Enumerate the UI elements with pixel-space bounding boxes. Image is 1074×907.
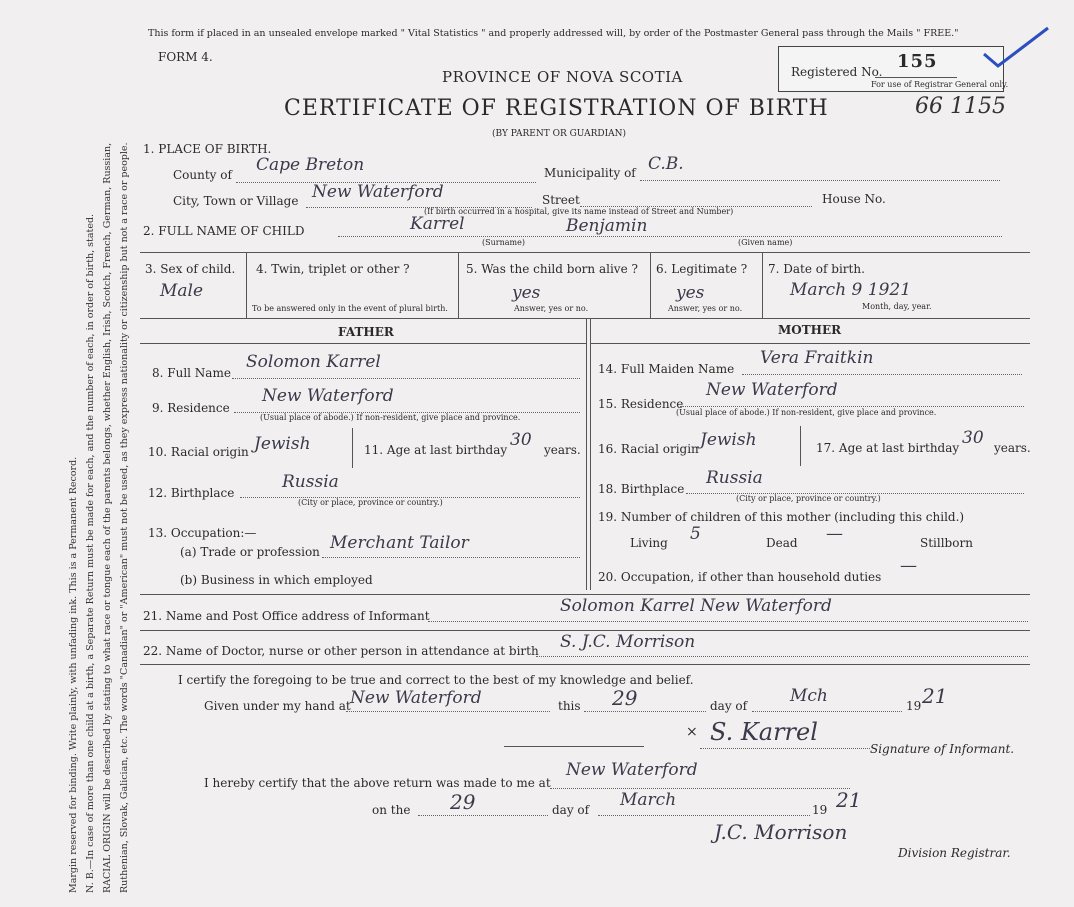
father-race: Jewish	[254, 434, 311, 454]
mother-years: years.	[994, 441, 1031, 455]
registration-box	[778, 46, 1009, 92]
given-name-note: (Given name)	[738, 238, 793, 247]
doctor-label: 22. Name of Doctor, nurse or other person in attendance at birth	[143, 644, 539, 658]
informant-mark: ×	[686, 724, 698, 740]
mother-occupation-label: 20. Occupation, if other than household duties	[598, 570, 882, 584]
year-prefix: 19	[906, 699, 922, 713]
mother-race-label: 16. Racial origin	[598, 442, 699, 456]
informant-signature-line	[700, 748, 870, 749]
parents-center-rule-2	[590, 318, 591, 590]
father-name: Solomon Karrel	[246, 352, 381, 372]
father-trade-line	[322, 557, 580, 558]
registrar-place-line	[550, 788, 850, 789]
mother-name-line	[742, 374, 1022, 375]
father-residence-note: (Usual place of abode.) If non-resident, give place and province.	[260, 413, 521, 422]
alive-note: Answer, yes or no.	[514, 304, 589, 313]
child-given-name: Benjamin	[566, 216, 648, 236]
registered-label: Registered No.	[791, 65, 883, 79]
margin-note-3: RACIAL ORIGIN will be described by stating to what race or tongue each of the parents belongs, whether English, Irish, Scotch, French, German, Russian,	[102, 142, 113, 893]
given-place-line	[346, 711, 550, 712]
house-label: House No.	[822, 192, 886, 206]
registrar-statement: I hereby certify that the above return was made to me at	[204, 776, 551, 790]
given-year: 21	[922, 684, 948, 708]
divider-1	[246, 252, 247, 318]
father-residence: New Waterford	[262, 386, 394, 406]
sex-value: Male	[160, 281, 204, 301]
parents-bottom-rule	[140, 594, 1030, 595]
informant-line	[428, 621, 1028, 622]
given-under-label: Given under my hand at	[204, 699, 351, 713]
dob-note: Month, day, year.	[862, 302, 932, 311]
margin-note-1: Margin reserved for binding. Write plainly, with unfading ink. This is a Permanent Record.	[68, 456, 79, 893]
registered-number: 155	[897, 51, 938, 72]
father-occupation-label: 13. Occupation:—	[148, 526, 257, 540]
mother-birthplace-label: 18. Birthplace	[598, 482, 685, 496]
document-title: CERTIFICATE OF REGISTRATION OF BIRTH	[284, 96, 829, 121]
father-birthplace-label: 12. Birthplace	[148, 486, 235, 500]
check-mark-icon	[982, 20, 1062, 80]
living-value: 5	[690, 524, 701, 544]
place-of-birth-heading: 1. PLACE OF BIRTH.	[143, 142, 272, 156]
given-day: 29	[612, 686, 638, 710]
alive-label: 5. Was the child born alive ?	[466, 262, 638, 276]
handwritten-reference: 66 1155	[915, 94, 1006, 119]
child-name-label: 2. FULL NAME OF CHILD	[143, 224, 305, 238]
municipality-line	[640, 180, 1000, 181]
father-name-line	[232, 378, 580, 379]
father-birthplace: Russia	[282, 472, 339, 492]
registrar-year-prefix: 19	[812, 803, 828, 817]
legitimate-value: yes	[676, 283, 705, 303]
father-birthplace-note: (City or place, province or country.)	[298, 498, 443, 507]
county-label: County of	[173, 168, 232, 182]
municipality-value: C.B.	[648, 154, 684, 174]
doctor-line	[536, 656, 1028, 657]
municipality-label: Municipality of	[544, 166, 636, 180]
stillborn-label: Stillborn	[920, 536, 973, 550]
dob-label: 7. Date of birth.	[768, 262, 865, 276]
mother-name: Vera Fraitkin	[760, 348, 874, 368]
informant-rule	[140, 630, 1030, 631]
margin-note-4: Ruthenian, Slovak, Galician, etc. The words "Canadian" or "American" must not be used, as they express nationality or citizenship but not a race or people.	[119, 142, 130, 893]
margin-note-2: N. B.—In case of more than one child at a birth, a Separate Return must be made for each, and the number of each, in order of birth, stated.	[85, 213, 96, 893]
dob-value: March 9 1921	[790, 280, 912, 300]
mother-race: Jewish	[700, 430, 757, 450]
province-title: PROVINCE OF NOVA SCOTIA	[442, 68, 683, 86]
parents-center-rule	[586, 318, 587, 590]
children-count-label: 19. Number of children of this mother (including this child.)	[598, 510, 965, 524]
mail-notice: This form if placed in an unsealed envelope marked " Vital Statistics " and properly addressed will, by order of the Postmaster General pass through the Mails " FREE."	[148, 28, 959, 39]
registrar-dayof-label: day of	[552, 803, 590, 817]
given-month: Mch	[790, 686, 828, 706]
registrar-label: Division Registrar.	[898, 846, 1011, 860]
father-race-divider	[352, 428, 353, 468]
mother-occupation: —	[900, 556, 917, 576]
mother-heading: MOTHER	[778, 323, 842, 337]
hospital-note: (If birth occurred in a hospital, give its name instead of Street and Number)	[424, 207, 734, 216]
street-label: Street	[542, 193, 580, 207]
mother-residence-line	[680, 406, 1024, 407]
dayof-label: day of	[710, 699, 748, 713]
dead-value: —	[826, 524, 843, 544]
given-day-line	[584, 711, 706, 712]
living-label: Living	[630, 536, 668, 550]
mother-birthplace: Russia	[706, 468, 763, 488]
county-value: Cape Breton	[256, 155, 365, 175]
registrar-note: For use of Registrar General only.	[871, 80, 1009, 89]
doctor-rule	[140, 664, 1030, 665]
registrar-day: 29	[450, 790, 476, 814]
form-number: FORM 4.	[158, 50, 213, 64]
row-bottom-rule	[140, 318, 1030, 319]
father-heading: FATHER	[338, 325, 394, 339]
registered-underline	[875, 77, 957, 78]
informant-signature: S. Karrel	[710, 718, 818, 746]
registrar-year: 21	[836, 788, 862, 812]
mother-birthplace-note: (City or place, province or country.)	[736, 494, 881, 503]
twin-note: To be answered only in the event of plural birth.	[252, 304, 448, 313]
alive-value: yes	[512, 283, 541, 303]
certify-statement: I certify the foregoing to be true and correct to the best of my knowledge and belief.	[178, 673, 694, 687]
father-years: years.	[544, 443, 581, 457]
mother-race-divider	[800, 426, 801, 466]
divider-3	[650, 252, 651, 318]
registrar-signature: J.C. Morrison	[714, 820, 848, 844]
given-place: New Waterford	[350, 688, 482, 708]
registrar-month: March	[620, 790, 677, 810]
mother-residence-label: 15. Residence	[598, 397, 684, 411]
informant-signature-label: Signature of Informant.	[870, 742, 1015, 756]
given-month-line	[752, 711, 902, 712]
city-label: City, Town or Village	[173, 194, 299, 208]
father-age: 30	[510, 430, 532, 450]
twin-label: 4. Twin, triplet or other ?	[256, 262, 410, 276]
legitimate-label: 6. Legitimate ?	[656, 262, 748, 276]
mother-age: 30	[962, 428, 984, 448]
document-subtitle: (BY PARENT OR GUARDIAN)	[492, 129, 627, 139]
mark-line	[504, 746, 644, 747]
registrar-on-label: on the	[372, 803, 411, 817]
dead-label: Dead	[766, 536, 798, 550]
informant-value: Solomon Karrel New Waterford	[560, 596, 832, 616]
doctor-value: S. J.C. Morrison	[560, 632, 696, 652]
registrar-month-line	[598, 815, 810, 816]
child-name-line	[338, 236, 1002, 237]
registrar-day-line	[418, 815, 548, 816]
father-name-label: 8. Full Name	[152, 366, 231, 380]
surname-note: (Surname)	[482, 238, 525, 247]
father-business-label: (b) Business in which employed	[180, 573, 373, 587]
city-value: New Waterford	[312, 182, 444, 202]
father-trade: Merchant Tailor	[330, 533, 469, 553]
child-surname: Karrel	[410, 214, 465, 234]
mother-heading-rule	[590, 343, 1030, 344]
father-residence-label: 9. Residence	[152, 401, 230, 415]
informant-label: 21. Name and Post Office address of Informant	[143, 609, 430, 623]
registrar-place: New Waterford	[566, 760, 698, 780]
row-top-rule	[140, 252, 1030, 253]
divider-2	[458, 252, 459, 318]
father-race-label: 10. Racial origin	[148, 445, 249, 459]
father-age-label: 11. Age at last birthday	[364, 443, 508, 457]
father-heading-rule	[140, 343, 586, 344]
mother-residence-note: (Usual place of abode.) If non-resident, give place and province.	[676, 408, 937, 417]
mother-residence: New Waterford	[706, 380, 838, 400]
mother-age-label: 17. Age at last birthday	[816, 441, 960, 455]
mother-name-label: 14. Full Maiden Name	[598, 362, 735, 376]
legitimate-note: Answer, yes or no.	[668, 304, 743, 313]
divider-4	[762, 252, 763, 318]
sex-label: 3. Sex of child.	[145, 262, 236, 276]
father-trade-label: (a) Trade or profession	[180, 545, 320, 559]
this-label: this	[558, 699, 581, 713]
